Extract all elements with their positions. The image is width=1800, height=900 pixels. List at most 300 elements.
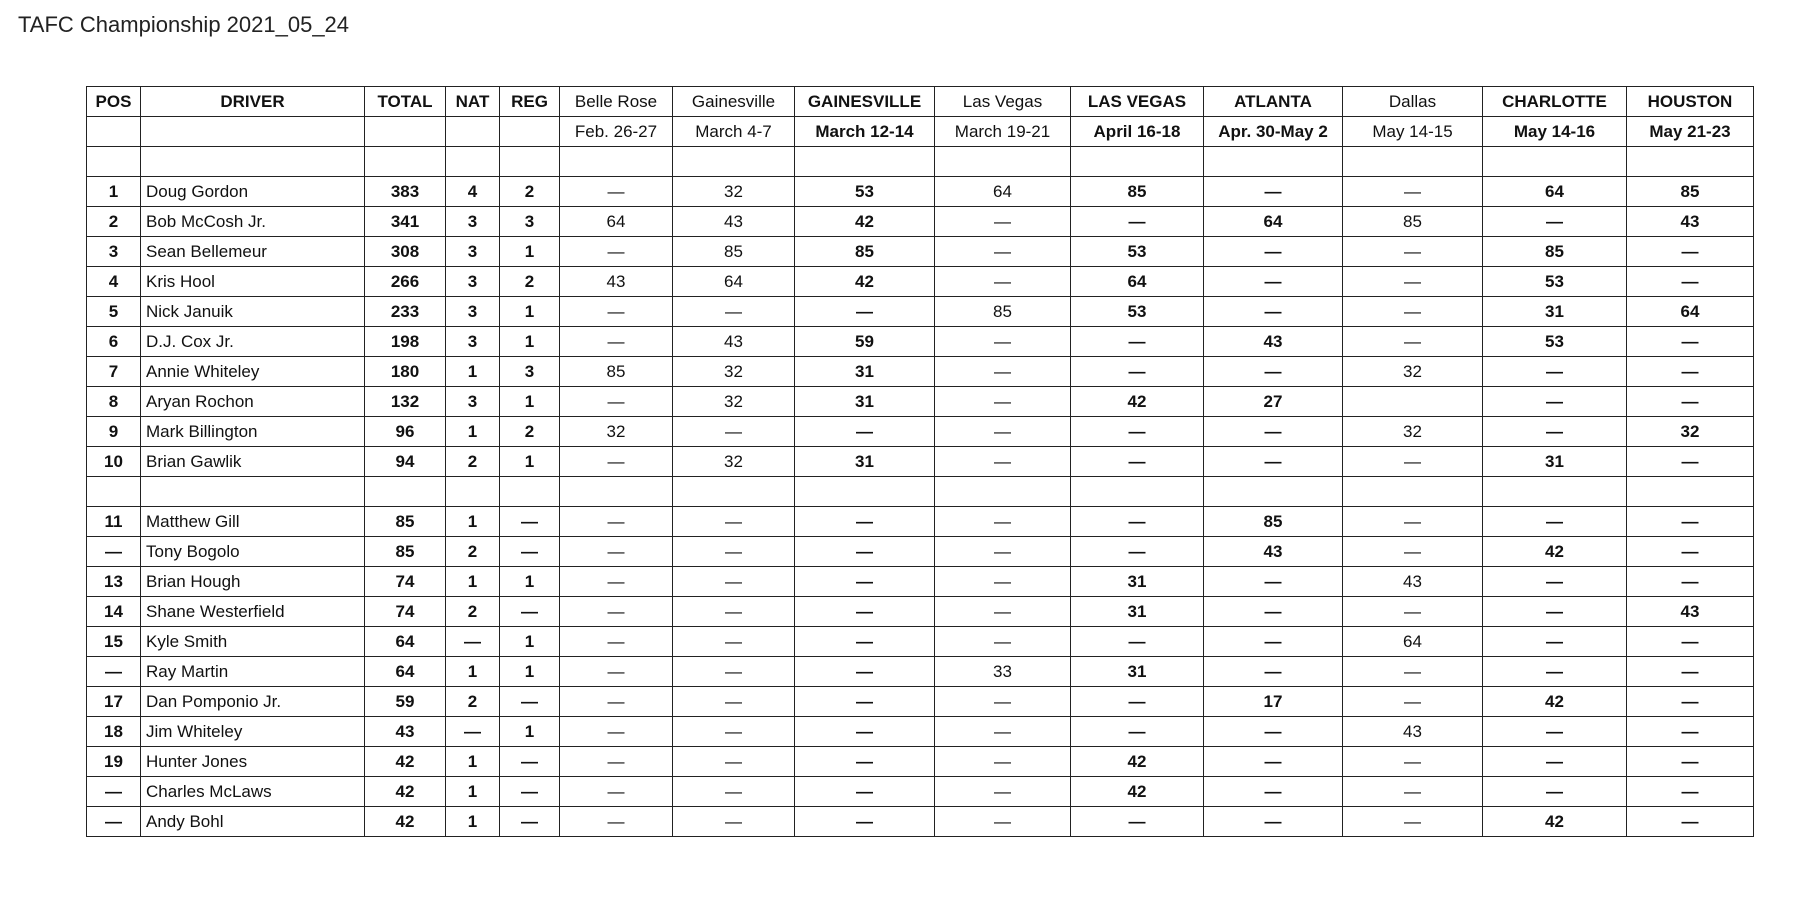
driver-cell: Jim Whiteley xyxy=(141,717,365,747)
event-points-cell: — xyxy=(795,567,935,597)
pos-cell: 18 xyxy=(87,717,141,747)
event-points-cell: — xyxy=(1343,597,1483,627)
reg-cell: 2 xyxy=(500,417,560,447)
event-points-cell: 42 xyxy=(1483,807,1627,837)
event-points-cell: — xyxy=(1071,717,1204,747)
event-points-cell: — xyxy=(560,297,673,327)
event-points-cell: — xyxy=(673,657,795,687)
total-cell: 233 xyxy=(365,297,446,327)
nat-cell: 2 xyxy=(446,537,500,567)
event-points-cell: — xyxy=(1483,747,1627,777)
total-cell: 85 xyxy=(365,507,446,537)
event-dates: March 4-7 xyxy=(673,117,795,147)
event-points-cell: — xyxy=(1483,507,1627,537)
event-points-cell: — xyxy=(935,507,1071,537)
empty-cell xyxy=(1483,147,1627,177)
total-cell: 42 xyxy=(365,807,446,837)
reg-cell: — xyxy=(500,807,560,837)
event-points-cell: — xyxy=(935,567,1071,597)
event-points-cell: — xyxy=(1627,357,1754,387)
event-points-cell: — xyxy=(935,597,1071,627)
event-points-cell: — xyxy=(1627,657,1754,687)
pos-cell: 19 xyxy=(87,747,141,777)
event-points-cell: — xyxy=(673,597,795,627)
total-cell: 74 xyxy=(365,567,446,597)
total-cell: 383 xyxy=(365,177,446,207)
driver-cell: Matthew Gill xyxy=(141,507,365,537)
event-points-cell: 85 xyxy=(795,237,935,267)
nat-cell: 3 xyxy=(446,207,500,237)
empty-cell xyxy=(795,147,935,177)
reg-cell: — xyxy=(500,687,560,717)
reg-cell: 1 xyxy=(500,387,560,417)
table-row xyxy=(87,717,1754,747)
event-points-cell: 64 xyxy=(1204,207,1343,237)
empty-cell xyxy=(1483,477,1627,507)
event-points-cell: 31 xyxy=(795,357,935,387)
event-points-cell: — xyxy=(1483,597,1627,627)
event-points-cell: — xyxy=(560,747,673,777)
event-points-cell: — xyxy=(1204,627,1343,657)
event-points-cell: 64 xyxy=(1627,297,1754,327)
driver-cell: Hunter Jones xyxy=(141,747,365,777)
event-name: Gainesville xyxy=(673,87,795,117)
event-dates: May 21-23 xyxy=(1627,117,1754,147)
nat-cell: 4 xyxy=(446,177,500,207)
event-points-cell: 85 xyxy=(1343,207,1483,237)
event-name: ATLANTA xyxy=(1204,87,1343,117)
event-points-cell: 43 xyxy=(1204,537,1343,567)
event-points-cell: — xyxy=(1627,717,1754,747)
event-points-cell: — xyxy=(1343,807,1483,837)
empty-cell xyxy=(446,477,500,507)
event-points-cell: — xyxy=(673,297,795,327)
driver-cell: Bob McCosh Jr. xyxy=(141,207,365,237)
col-header-total: TOTAL xyxy=(365,87,446,117)
event-points-cell: 64 xyxy=(673,267,795,297)
empty-cell xyxy=(500,117,560,147)
table-row xyxy=(87,597,1754,627)
event-points-cell: 31 xyxy=(1071,597,1204,627)
reg-cell: — xyxy=(500,507,560,537)
reg-cell: 1 xyxy=(500,567,560,597)
event-points-cell: 31 xyxy=(1483,297,1627,327)
event-points-cell: — xyxy=(935,447,1071,477)
pos-cell: 17 xyxy=(87,687,141,717)
event-points-cell: — xyxy=(1343,777,1483,807)
event-points-cell: — xyxy=(795,417,935,447)
nat-cell: 1 xyxy=(446,357,500,387)
event-name: GAINESVILLE xyxy=(795,87,935,117)
event-dates: March 12-14 xyxy=(795,117,935,147)
event-points-cell: 31 xyxy=(795,387,935,417)
event-points-cell: — xyxy=(560,807,673,837)
empty-cell xyxy=(1071,147,1204,177)
col-header-driver: DRIVER xyxy=(141,87,365,117)
reg-cell: 1 xyxy=(500,627,560,657)
event-points-cell: — xyxy=(673,567,795,597)
total-cell: 94 xyxy=(365,447,446,477)
empty-cell xyxy=(365,117,446,147)
event-points-cell: 42 xyxy=(1071,387,1204,417)
empty-cell xyxy=(935,477,1071,507)
event-points-cell: 43 xyxy=(673,327,795,357)
event-points-cell: — xyxy=(1627,327,1754,357)
event-points-cell: — xyxy=(1627,807,1754,837)
empty-cell xyxy=(446,117,500,147)
event-points-cell: — xyxy=(795,627,935,657)
nat-cell: 1 xyxy=(446,747,500,777)
event-points-cell: — xyxy=(560,777,673,807)
event-points-cell: 64 xyxy=(1071,267,1204,297)
event-points-cell: — xyxy=(935,777,1071,807)
event-points-cell: — xyxy=(560,657,673,687)
event-points-cell: — xyxy=(795,777,935,807)
event-points-cell: — xyxy=(560,177,673,207)
event-points-cell: — xyxy=(560,447,673,477)
total-cell: 266 xyxy=(365,267,446,297)
event-points-cell: — xyxy=(1071,537,1204,567)
event-points-cell: — xyxy=(1483,387,1627,417)
event-points-cell: — xyxy=(1071,687,1204,717)
total-cell: 308 xyxy=(365,237,446,267)
event-points-cell: — xyxy=(1483,357,1627,387)
empty-cell xyxy=(87,477,141,507)
empty-cell xyxy=(935,147,1071,177)
event-points-cell: 42 xyxy=(795,207,935,237)
event-points-cell: 85 xyxy=(1071,177,1204,207)
total-cell: 198 xyxy=(365,327,446,357)
nat-cell: 3 xyxy=(446,267,500,297)
reg-cell: 3 xyxy=(500,207,560,237)
table-row xyxy=(87,387,1754,417)
col-header-reg: REG xyxy=(500,87,560,117)
driver-cell: Mark Billington xyxy=(141,417,365,447)
event-points-cell: — xyxy=(1343,507,1483,537)
event-name: Dallas xyxy=(1343,87,1483,117)
event-points-cell: — xyxy=(560,387,673,417)
pos-cell: 3 xyxy=(87,237,141,267)
nat-cell: 1 xyxy=(446,807,500,837)
event-points-cell: — xyxy=(1627,387,1754,417)
event-points-cell: 43 xyxy=(1627,207,1754,237)
event-points-cell: — xyxy=(1483,567,1627,597)
nat-cell: 2 xyxy=(446,687,500,717)
spacer-row xyxy=(87,147,1754,177)
event-points-cell: — xyxy=(935,207,1071,237)
event-points-cell: — xyxy=(560,507,673,537)
event-points-cell: — xyxy=(1627,627,1754,657)
event-points-cell: — xyxy=(795,807,935,837)
driver-cell: Charles McLaws xyxy=(141,777,365,807)
event-points-cell: — xyxy=(795,717,935,747)
event-points-cell: — xyxy=(1343,747,1483,777)
empty-cell xyxy=(560,477,673,507)
event-points-cell: — xyxy=(560,687,673,717)
pos-cell: 8 xyxy=(87,387,141,417)
empty-cell xyxy=(1204,477,1343,507)
event-points-cell: — xyxy=(1343,657,1483,687)
event-name: Belle Rose xyxy=(560,87,673,117)
empty-cell xyxy=(673,477,795,507)
table-row xyxy=(87,657,1754,687)
event-points-cell: 27 xyxy=(1204,387,1343,417)
total-cell: 42 xyxy=(365,747,446,777)
header-row-dates xyxy=(87,117,1754,147)
event-points-cell: 32 xyxy=(560,417,673,447)
event-points-cell: — xyxy=(1204,597,1343,627)
empty-cell xyxy=(795,477,935,507)
nat-cell: 3 xyxy=(446,327,500,357)
event-points-cell: — xyxy=(1204,267,1343,297)
pos-cell: — xyxy=(87,657,141,687)
event-points-cell: — xyxy=(1071,507,1204,537)
driver-cell: Kyle Smith xyxy=(141,627,365,657)
event-points-cell: — xyxy=(1204,177,1343,207)
reg-cell: 1 xyxy=(500,237,560,267)
pos-cell: 15 xyxy=(87,627,141,657)
event-points-cell: 32 xyxy=(1627,417,1754,447)
event-name: Las Vegas xyxy=(935,87,1071,117)
nat-cell: — xyxy=(446,627,500,657)
event-points-cell: 31 xyxy=(1071,567,1204,597)
driver-cell: Sean Bellemeur xyxy=(141,237,365,267)
empty-cell xyxy=(560,147,673,177)
empty-cell xyxy=(141,117,365,147)
event-points-cell: 42 xyxy=(1071,747,1204,777)
event-points-cell: — xyxy=(795,657,935,687)
nat-cell: 3 xyxy=(446,387,500,417)
table-body xyxy=(87,147,1754,837)
empty-cell xyxy=(141,477,365,507)
reg-cell: — xyxy=(500,597,560,627)
event-dates: May 14-16 xyxy=(1483,117,1627,147)
event-points-cell: 85 xyxy=(1204,507,1343,537)
reg-cell: — xyxy=(500,537,560,567)
event-dates: Feb. 26-27 xyxy=(560,117,673,147)
reg-cell: 2 xyxy=(500,267,560,297)
event-points-cell: 85 xyxy=(935,297,1071,327)
empty-cell xyxy=(1343,477,1483,507)
event-points-cell: — xyxy=(935,627,1071,657)
event-points-cell: — xyxy=(935,747,1071,777)
event-points-cell: — xyxy=(1483,777,1627,807)
event-points-cell: — xyxy=(935,417,1071,447)
reg-cell: 1 xyxy=(500,447,560,477)
pos-cell: 4 xyxy=(87,267,141,297)
event-points-cell: — xyxy=(1343,327,1483,357)
pos-cell: — xyxy=(87,807,141,837)
event-points-cell: 32 xyxy=(673,357,795,387)
event-points-cell: — xyxy=(1071,627,1204,657)
nat-cell: 1 xyxy=(446,567,500,597)
event-points-cell: — xyxy=(795,297,935,327)
event-points-cell: — xyxy=(1343,177,1483,207)
reg-cell: 1 xyxy=(500,297,560,327)
empty-cell xyxy=(141,147,365,177)
table-row xyxy=(87,237,1754,267)
event-points-cell: — xyxy=(1071,417,1204,447)
total-cell: 43 xyxy=(365,717,446,747)
event-points-cell: — xyxy=(673,417,795,447)
event-points-cell: 32 xyxy=(1343,357,1483,387)
event-points-cell: 32 xyxy=(1343,417,1483,447)
total-cell: 96 xyxy=(365,417,446,447)
event-points-cell: — xyxy=(935,537,1071,567)
driver-cell: Dan Pomponio Jr. xyxy=(141,687,365,717)
pos-cell: 7 xyxy=(87,357,141,387)
event-points-cell: — xyxy=(1343,237,1483,267)
empty-cell xyxy=(365,477,446,507)
total-cell: 85 xyxy=(365,537,446,567)
event-points-cell: 64 xyxy=(1343,627,1483,657)
reg-cell: 1 xyxy=(500,657,560,687)
pos-cell: 14 xyxy=(87,597,141,627)
event-points-cell: 31 xyxy=(795,447,935,477)
event-name: HOUSTON xyxy=(1627,87,1754,117)
table-row xyxy=(87,177,1754,207)
standings-table xyxy=(86,86,1754,837)
event-dates: March 19-21 xyxy=(935,117,1071,147)
pos-cell: 2 xyxy=(87,207,141,237)
event-points-cell xyxy=(1343,387,1483,417)
event-points-cell: — xyxy=(1071,327,1204,357)
event-points-cell: — xyxy=(795,597,935,627)
event-points-cell: 17 xyxy=(1204,687,1343,717)
event-points-cell: — xyxy=(1204,237,1343,267)
event-points-cell: — xyxy=(673,627,795,657)
empty-cell xyxy=(365,147,446,177)
event-points-cell: 33 xyxy=(935,657,1071,687)
driver-cell: Nick Januik xyxy=(141,297,365,327)
event-points-cell: — xyxy=(795,687,935,717)
event-points-cell: — xyxy=(1627,777,1754,807)
driver-cell: Ray Martin xyxy=(141,657,365,687)
event-points-cell: 31 xyxy=(1071,657,1204,687)
event-points-cell: — xyxy=(795,537,935,567)
event-points-cell: — xyxy=(560,237,673,267)
total-cell: 341 xyxy=(365,207,446,237)
event-points-cell: — xyxy=(1204,567,1343,597)
event-points-cell: — xyxy=(673,537,795,567)
event-points-cell: — xyxy=(1627,507,1754,537)
event-points-cell: — xyxy=(1343,687,1483,717)
event-points-cell: — xyxy=(795,747,935,777)
event-points-cell: 42 xyxy=(1483,537,1627,567)
driver-cell: Brian Gawlik xyxy=(141,447,365,477)
driver-cell: Annie Whiteley xyxy=(141,357,365,387)
event-points-cell: — xyxy=(673,747,795,777)
event-points-cell: — xyxy=(560,567,673,597)
event-points-cell: — xyxy=(935,267,1071,297)
total-cell: 64 xyxy=(365,627,446,657)
pos-cell: 13 xyxy=(87,567,141,597)
event-points-cell: — xyxy=(1204,777,1343,807)
event-points-cell: 43 xyxy=(1627,597,1754,627)
pos-cell: 1 xyxy=(87,177,141,207)
event-points-cell: — xyxy=(1627,447,1754,477)
driver-cell: Aryan Rochon xyxy=(141,387,365,417)
event-points-cell: — xyxy=(1204,657,1343,687)
event-points-cell: — xyxy=(935,717,1071,747)
col-header-pos: POS xyxy=(87,87,141,117)
event-points-cell: — xyxy=(935,327,1071,357)
event-points-cell: — xyxy=(1204,447,1343,477)
event-points-cell: — xyxy=(1071,447,1204,477)
event-points-cell: — xyxy=(1483,417,1627,447)
table-row xyxy=(87,207,1754,237)
col-header-nat: NAT xyxy=(446,87,500,117)
event-points-cell: — xyxy=(673,807,795,837)
pos-cell: 10 xyxy=(87,447,141,477)
pos-cell: 11 xyxy=(87,507,141,537)
spacer-row xyxy=(87,477,1754,507)
table-row xyxy=(87,267,1754,297)
event-points-cell: — xyxy=(560,327,673,357)
event-points-cell: 32 xyxy=(673,177,795,207)
event-points-cell: 85 xyxy=(560,357,673,387)
empty-cell xyxy=(446,147,500,177)
event-points-cell: 85 xyxy=(1627,177,1754,207)
event-points-cell: 85 xyxy=(673,237,795,267)
table-row xyxy=(87,447,1754,477)
empty-cell xyxy=(673,147,795,177)
event-points-cell: — xyxy=(1483,627,1627,657)
event-points-cell: 53 xyxy=(1483,327,1627,357)
event-points-cell: 59 xyxy=(795,327,935,357)
event-points-cell: — xyxy=(1071,207,1204,237)
event-points-cell: — xyxy=(1627,567,1754,597)
event-points-cell: 31 xyxy=(1483,447,1627,477)
event-name: LAS VEGAS xyxy=(1071,87,1204,117)
table-row xyxy=(87,507,1754,537)
header-row-names xyxy=(87,87,1754,117)
nat-cell: 2 xyxy=(446,597,500,627)
event-points-cell: 43 xyxy=(560,267,673,297)
event-points-cell: — xyxy=(1204,807,1343,837)
event-points-cell: — xyxy=(1204,717,1343,747)
event-points-cell: — xyxy=(1204,357,1343,387)
table-row xyxy=(87,327,1754,357)
driver-cell: Doug Gordon xyxy=(141,177,365,207)
event-points-cell: — xyxy=(673,687,795,717)
event-points-cell: 53 xyxy=(795,177,935,207)
event-points-cell: 53 xyxy=(1071,297,1204,327)
table-row xyxy=(87,417,1754,447)
event-points-cell: — xyxy=(1627,747,1754,777)
driver-cell: Kris Hool xyxy=(141,267,365,297)
event-points-cell: 42 xyxy=(1483,687,1627,717)
empty-cell xyxy=(87,117,141,147)
total-cell: 132 xyxy=(365,387,446,417)
event-points-cell: — xyxy=(1204,747,1343,777)
nat-cell: 2 xyxy=(446,447,500,477)
event-points-cell: — xyxy=(935,807,1071,837)
event-dates: Apr. 30-May 2 xyxy=(1204,117,1343,147)
reg-cell: — xyxy=(500,777,560,807)
reg-cell: 3 xyxy=(500,357,560,387)
event-points-cell: — xyxy=(560,717,673,747)
event-points-cell: — xyxy=(935,687,1071,717)
event-points-cell: 32 xyxy=(673,387,795,417)
event-points-cell: 42 xyxy=(1071,777,1204,807)
event-points-cell: — xyxy=(935,237,1071,267)
event-points-cell: 42 xyxy=(795,267,935,297)
pos-cell: 9 xyxy=(87,417,141,447)
event-points-cell: — xyxy=(1071,357,1204,387)
table-row xyxy=(87,567,1754,597)
event-points-cell: — xyxy=(1627,237,1754,267)
